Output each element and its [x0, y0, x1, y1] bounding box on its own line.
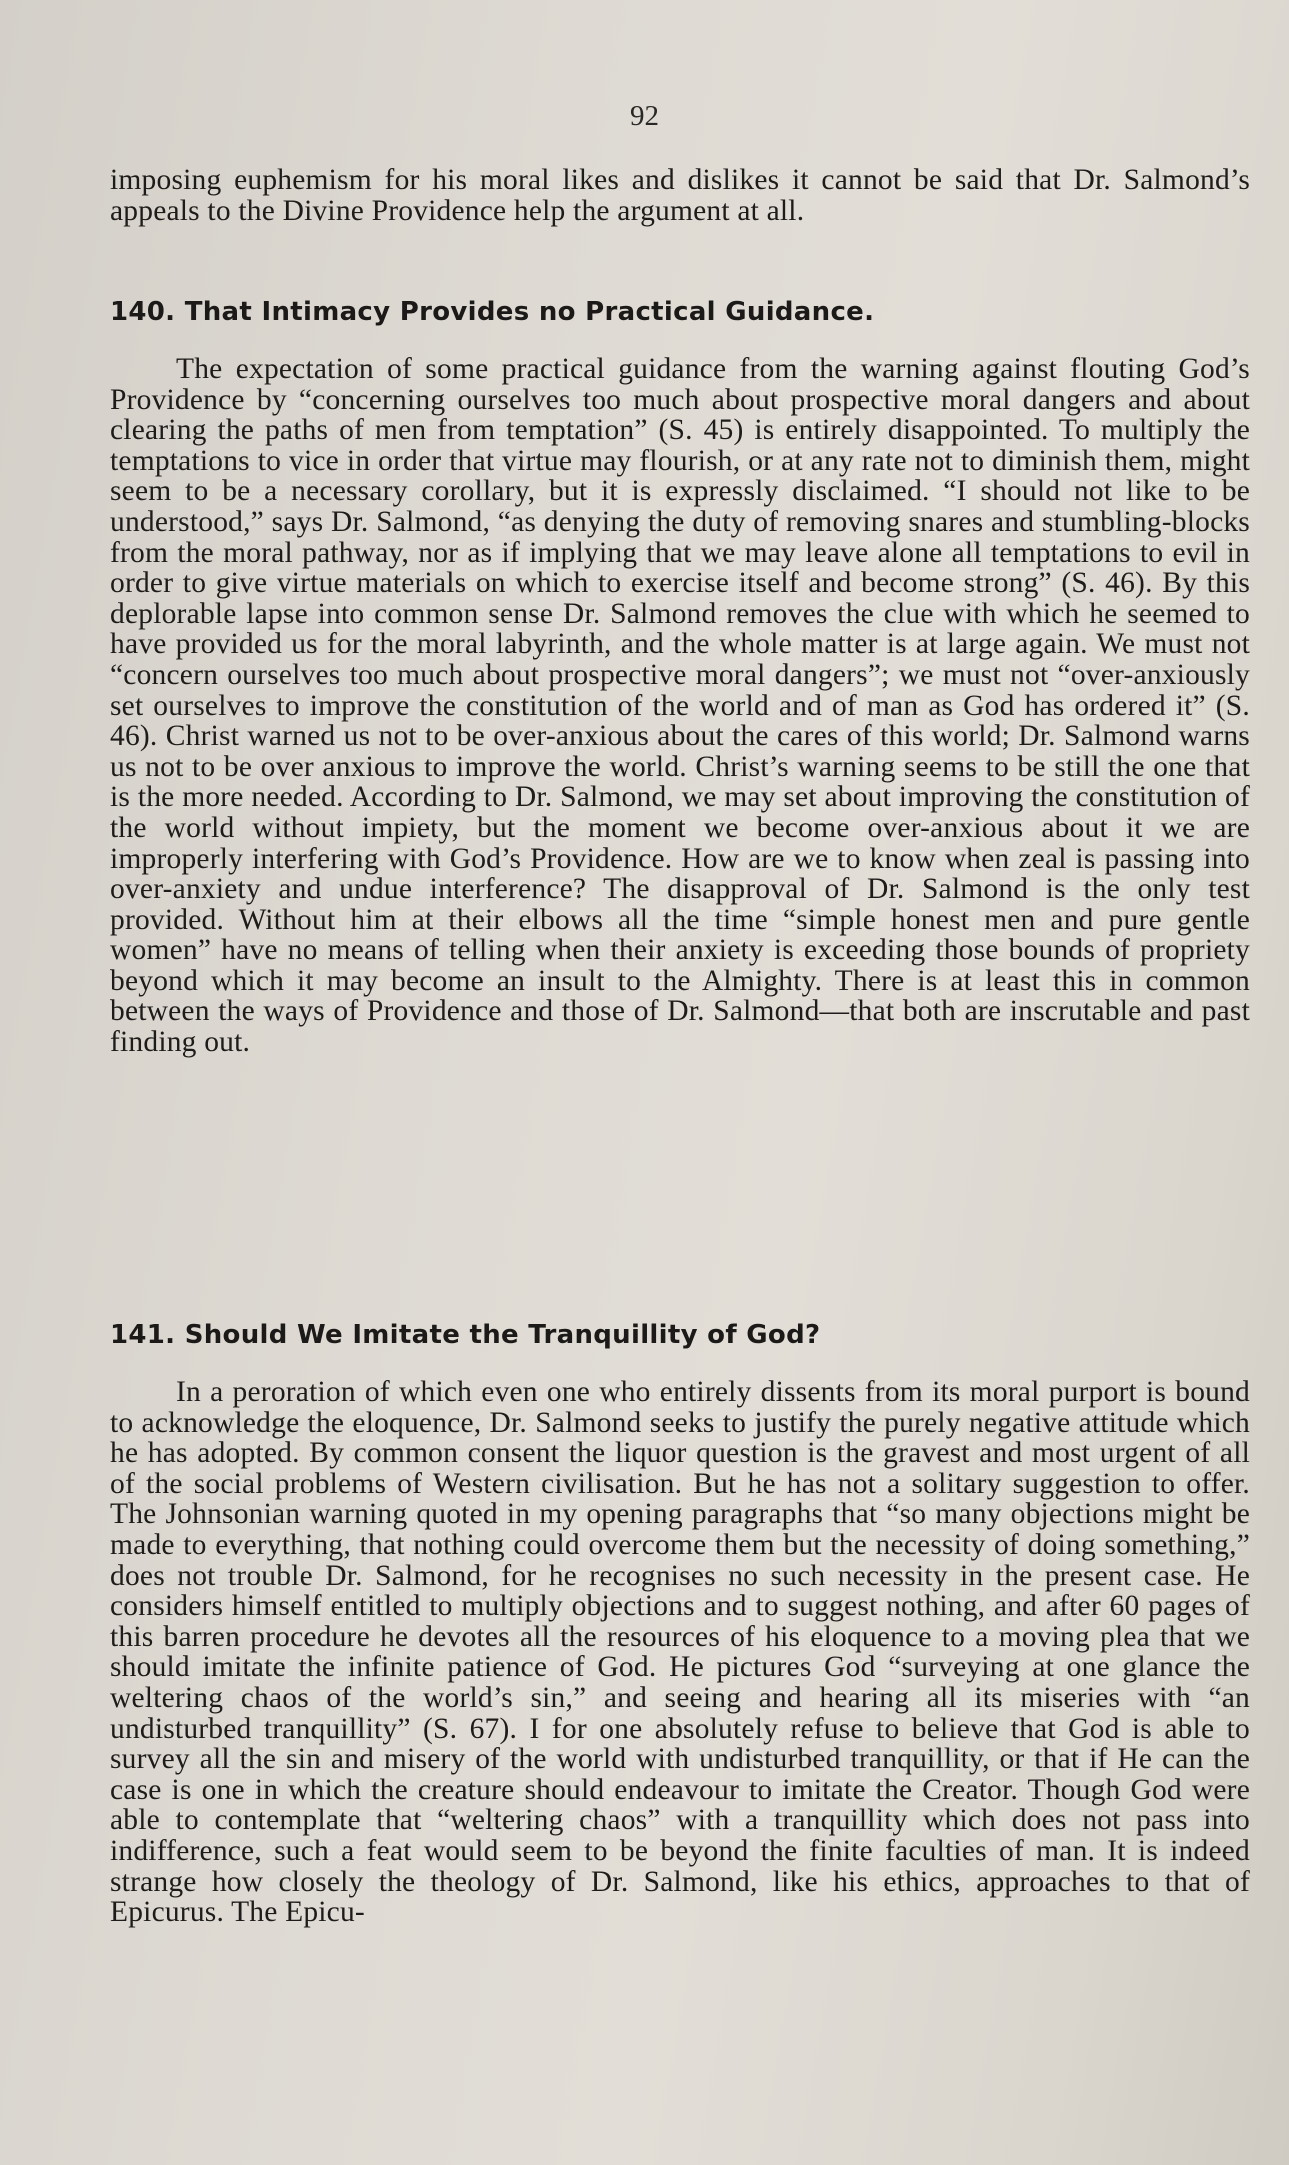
opening-paragraph [110, 165, 1250, 226]
paragraph-text: In a peroration of which even one who entirely dissents from its moral purport is bound to acknowledge the eloquence, Dr. Salmond seeks to justify the purely negative attitude which he has adopted. By common consent the liquor question is the gravest and most urgent of all of the social problems of Western civilisation. But he has not a solitary suggestion to offer. The Johnsonian warning quoted in my opening paragraphs that “so many objections might be made to everything, that nothing could overcome them but the necessity of doing something,” does not trouble Dr. Salmond, for he recognises no such necessity in the present case. He considers himself entitled to multiply objections and to suggest nothing, and after 60 pages of this barren procedure he devotes all the resources of his eloquence to a moving plea that we should imitate the infinite patience of God. He pictures God “surveying at one glance the weltering chaos of the world’s sin,” and seeing and hearing all its miseries with “an undisturbed tranquillity” (S. 67). I for one absolutely refuse to believe that God is able to survey all the sin and misery of the world with undisturbed tranquillity, or that if He can the case is one in which the creature should endeavour to imitate the Creator. Though God were able to contemplate that “weltering chaos” with a tranquillity which does not pass into indifference, such a feat would seem to be beyond the finite faculties of man. It is indeed strange how closely the theology of Dr. Salmond, like his ethics, approaches to that of Epicurus. The Epicu- [110, 1376, 1250, 1929]
section-heading-140: 140. That Intimacy Provides no Practical Guidance. [110, 297, 875, 327]
paragraph-text: imposing euphemism for his moral likes and dislikes it cannot be said that Dr. Salmond’s appeals to the Divine Providence help the argument at all. [110, 164, 1250, 227]
section-141-paragraph [110, 1377, 1250, 1928]
page-number: 92 [630, 100, 659, 132]
section-140-paragraph [110, 354, 1250, 1058]
paragraph-text: The expectation of some practical guidance from the warning against flouting God’s Providence by “concerning ourselves too much about prospective moral dangers and about clearing the paths of men from temptation” (S. 45) is entirely disappointed. To multiply the temptations to vice in order that virtue may flourish, or at any rate not to diminish them, might seem to be a necessary corollary, but it is expressly disclaimed. “I should not like to be understood,” says Dr. Salmond, “as denying the duty of removing snares and stumbling-blocks from the moral pathway, nor as if implying that we may leave alone all temptations to evil in order to give virtue materials on which to exercise itself and become strong” (S. 46). By this deplorable lapse into common sense Dr. Salmond removes the clue with which he seemed to have provided us for the moral labyrinth, and the whole matter is at large again. We must not “concern ourselves too much about prospective moral dangers”; we must not “over-anxiously set ourselves to improve the constitution of the world and of man as God has ordered it” (S. 46). Christ warned us not to be over-anxious about the cares of this world; Dr. Salmond warns us not to be over anxious to improve the world. Christ’s warning seems to be still the one that is the more needed. According to Dr. Salmond, we may set about improving the constitution of the world without impiety, but the moment we become over-anxious about it we are improperly interfering with God’s Providence. How are we to know when zeal is passing into over-anxiety and undue interference? The disapproval of Dr. Salmond is the only test provided. Without him at their elbows all the time “simple honest men and pure gentle women” have no means of telling when their anxiety is exceeding those bounds of propriety beyond which it may become an insult to the Almighty. There is at least this in common between the ways of Providence and those of Dr. Salmond—that both are inscrutable and past finding out. [110, 353, 1250, 1059]
section-heading-141: 141. Should We Imitate the Tranquillity of God? [110, 1320, 821, 1350]
